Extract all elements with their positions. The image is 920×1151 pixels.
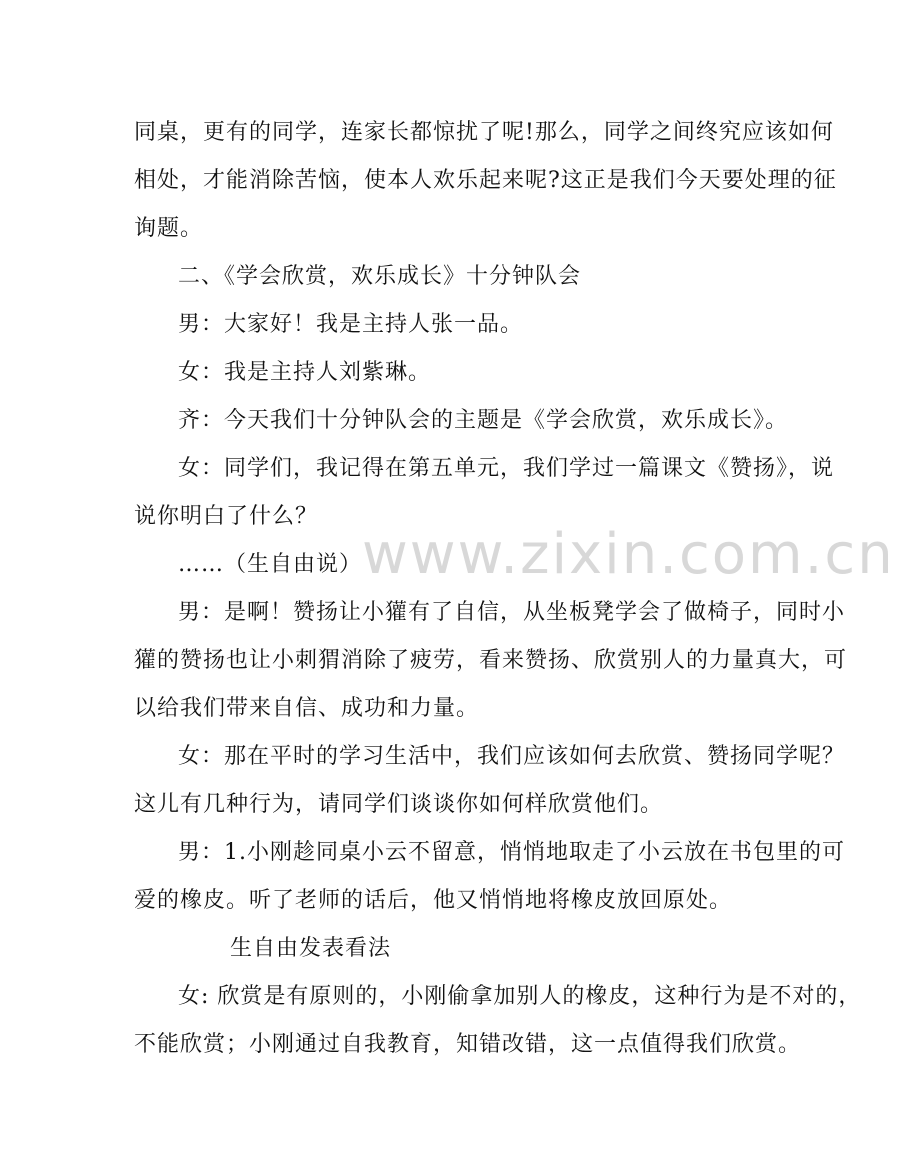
text-line: 不能欣赏；小刚通过自我教育，知错改错，这一点值得我们欣赏。 (134, 1032, 802, 1057)
text-line: 生自由发表看法 (230, 936, 392, 961)
text-line: 说你明白了什么？ (134, 504, 319, 529)
text-line: 男：1.小刚趁同桌小云不留意，悄悄地取走了小云放在书包里的可 (178, 840, 845, 865)
text-line: 女：我是主持人刘紫琳。 (178, 360, 432, 385)
text-line: ……（生自由说） (178, 552, 363, 577)
text-line: 询题。 (134, 216, 204, 241)
text-line: 相处，才能消除苦恼，使本人欢乐起来呢?这正是我们今天要处理的征 (134, 168, 837, 193)
text-line: 女：同学们，我记得在第五单元，我们学过一篇课文《赞扬》，说 (178, 456, 835, 481)
text-line: 以给我们带来自信、成功和力量。 (134, 696, 480, 721)
watermark: www.zixin.com.cn (362, 522, 895, 587)
text-line: 齐：今天我们十分钟队会的主题是《学会欣赏，欢乐成长》。 (178, 408, 789, 433)
text-line: 爱的橡皮。听了老师的话后，他又悄悄地将橡皮放回原处。 (134, 888, 733, 913)
text-line: 男：大家好！我是主持人张一品。 (178, 312, 524, 337)
text-line: 这儿有几种行为，请同学们谈谈你如何样欣赏他们。 (134, 792, 664, 817)
text-line: 同桌，更有的同学，连家长都惊扰了呢!那么，同学之间终究应该如何 (134, 120, 834, 145)
section-heading: 二、《学会欣赏，欢乐成长》十分钟队会 (178, 264, 582, 289)
text-line: 獾的赞扬也让小刺猬消除了疲劳，看来赞扬、欣赏别人的力量真大，可 (134, 648, 848, 673)
text-line: 男：是啊！赞扬让小獾有了自信，从坐板凳学会了做椅子，同时小 (178, 600, 846, 625)
text-line: 女：那在平时的学习生活中，我们应该如何去欣赏、赞扬同学呢？ (178, 744, 846, 769)
text-line: 女: 欣赏是有原则的，小刚偷拿加别人的橡皮，这种行为是不对的， (178, 984, 862, 1009)
